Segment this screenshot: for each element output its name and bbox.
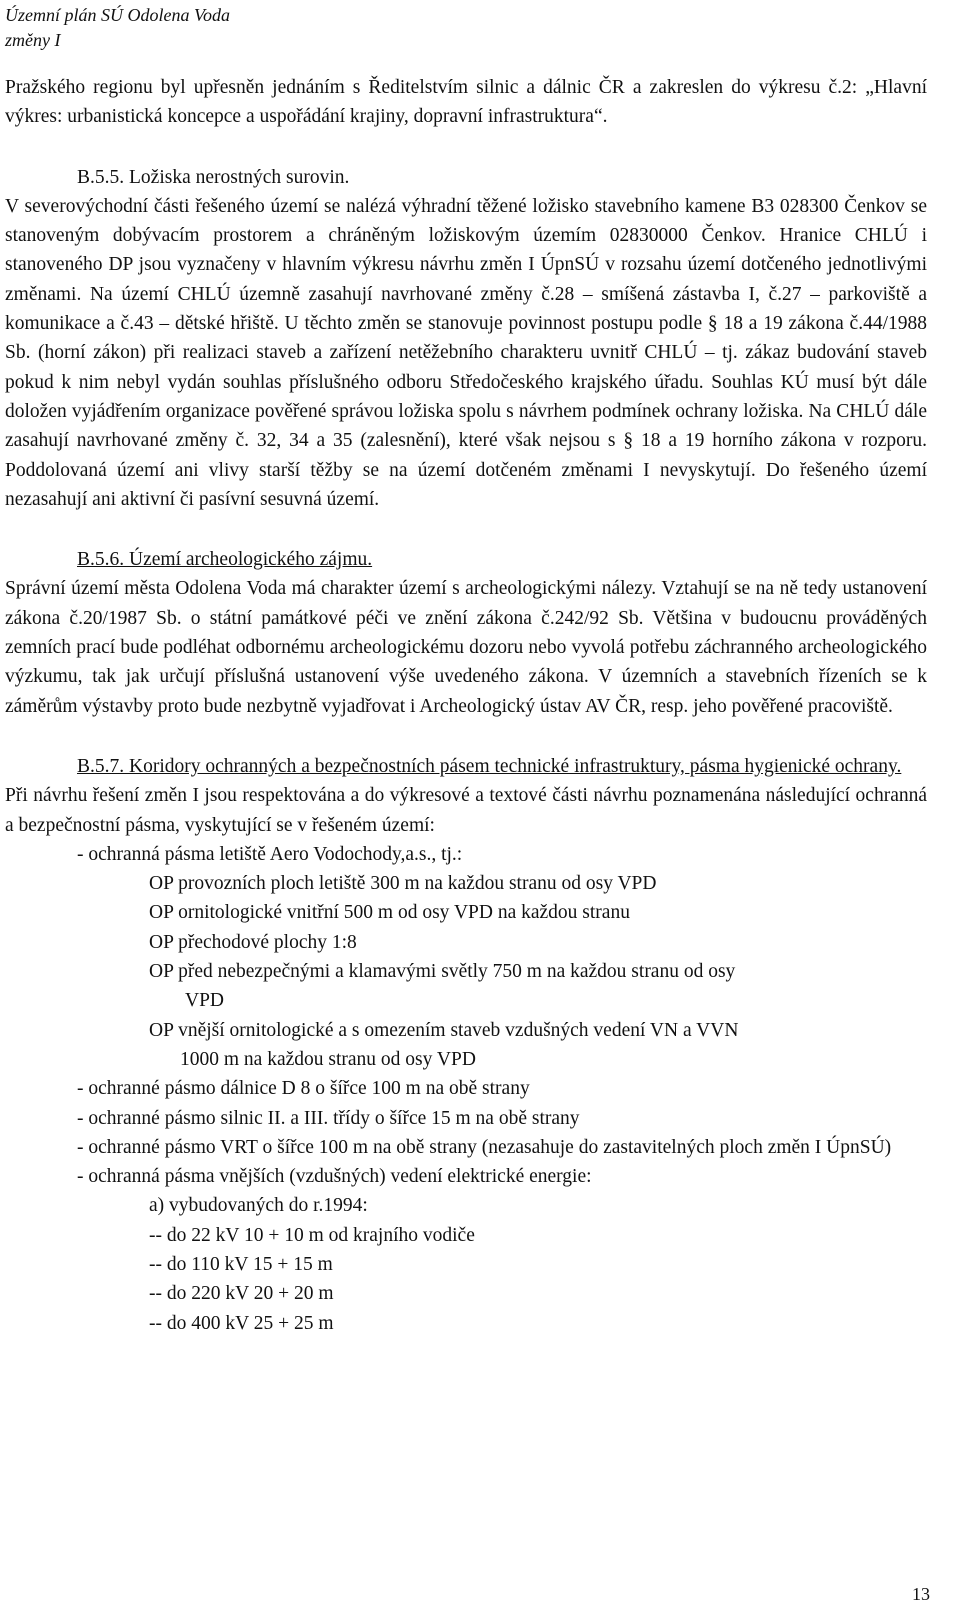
list-item-airport: - ochranná pásma letiště Aero Vodochody,a.s., tj.: [77, 843, 463, 865]
page-number: 13 [912, 1584, 930, 1604]
power-voltage-110kv: -- do 110 kV 15 + 15 m [149, 1253, 333, 1275]
section-intro-b557: Při návrhu řešení změn I jsou respektována a do výkresové a textové části návrhu poznamenána následující ochranná a bezpečnostní pásma, vyskytující se v řešeném území: [5, 785, 927, 836]
list-item-roads: - ochranné pásmo silnic II. a III. třídy o šířce 15 m na obě strany [77, 1107, 580, 1129]
airport-op-1: OP provozních ploch letiště 300 m na každou stranu od osy VPD [149, 873, 657, 895]
section-heading-b557-text: B.5.7. Koridory ochranných a bezpečnostních pásem technické infrastruktury, pásma hygienické ochrany. [77, 755, 902, 777]
airport-op-5-cont: 1000 m na každou stranu od osy VPD [180, 1048, 476, 1070]
header-title: Územní plán SÚ Odolena Voda [5, 5, 230, 25]
power-voltage-400kv: -- do 400 kV 25 + 25 m [149, 1312, 334, 1334]
intro-paragraph: Pražského regionu byl upřesněn jednáním s Ředitelstvím silnic a dálnic ČR a zakreslen do výkresu č.2: „Hlavní výkres: urbanistická koncepce a uspořádání krajiny, dopravní infrastruktura“. [5, 77, 927, 128]
airport-op-4-cont: VPD [185, 990, 225, 1012]
airport-op-3: OP přechodové plochy 1:8 [149, 931, 357, 953]
section-body-b555: V severovýchodní části řešeného území se nalézá výhradní těžené ložisko stavebního kamene B3 028300 Čenkov se stanoveným dobývacím prostorem a chráněným ložiskovým územím 02830000 Čenkov. Hranice CHLÚ i stanoveného DP jsou vyznačeny v hlavním výkresu návrhu změn I ÚpnSÚ v rozsahu území dotčeného jednotlivými změnami. Na území CHLÚ územně zasahují navrhované změny č.28 – smíšená zástavba I, č.27 – parkoviště a komunikace a č.43 – dětské hřiště. U těchto změn se stanovuje povinnost postupu podle § 18 a 19 zákona č.44/1988 Sb. (horní zákon) při realizaci staveb a zařízení netěžebního charakteru uvnitř CHLÚ – tj. zákaz budování staveb pokud k nim nebyl vydán souhlas příslušného odboru Středočeského krajského úřadu. Souhlas KÚ musí být dále doložen vyjádřením organizace pověřené správou ložiska spolu s návrhem podmínek ochrany ložiska. Na CHLÚ dále zasahují navrhované změny č. 32, 34 a 35 (zalesnění), které však nejsou s § 18 a 19 horního zákona v rozporu. Poddolovaná území ani vlivy starší těžby se na území dotčeném změnami I nevyskytují. Do řešeného území nezasahují ani aktivní či pasívní sesuvná území. [5, 195, 927, 510]
section-heading-b555: B.5.5. Ložiska nerostných surovin. [77, 166, 350, 188]
document-body [5, 73, 927, 1338]
section-body-b556: Správní území města Odolena Voda má charakter území s archeologickými nálezy. Vztahují se na ně tedy ustanovení zákona č.20/1987 Sb. o státní památkové péči ve znění zákona č.242/92 Sb. Většina v budoucnu prováděných zemních prací bude podléhat odbornému archeologickému dozoru nebo vyvolá potřebu záchranného archeologického výzkumu, tak jak určují příslušná ustanovení výše uvedeného zákona. V územních a stavebních řízeních se k záměrům výstavby proto bude nezbytně vyjadřovat i Archeologický ústav AV ČR, resp. jeho pověřené pracoviště. [5, 578, 927, 717]
header-subtitle: změny I [5, 30, 61, 50]
airport-op-5: OP vnější ornitologické a s omezením staveb vzdušných vedení VN a VVN [149, 1019, 739, 1041]
power-sub-a: a) vybudovaných do r.1994: [149, 1195, 368, 1217]
list-item-highway: - ochranné pásmo dálnice D 8 o šířce 100 m na obě strany [77, 1078, 530, 1100]
list-item-vrt: - ochranné pásmo VRT o šířce 100 m na obě strany (nezasahuje do zastavitelných ploch změn I ÚpnSÚ) [77, 1136, 892, 1158]
power-voltage-220kv: -- do 220 kV 20 + 20 m [149, 1283, 334, 1305]
airport-op-2: OP ornitologické vnitřní 500 m od osy VPD na každou stranu [149, 902, 630, 924]
running-header [5, 3, 230, 53]
section-heading-b557 [5, 752, 927, 781]
power-voltage-22kv: -- do 22 kV 10 + 10 m od krajního vodiče [149, 1224, 475, 1246]
list-item-power: - ochranná pásma vnějších (vzdušných) vedení elektrické energie: [77, 1166, 592, 1188]
airport-op-4: OP před nebezpečnými a klamavými světly 750 m na každou stranu od osy [149, 961, 736, 983]
section-heading-b556-text: B.5.6. Území archeologického zájmu. [77, 549, 373, 571]
section-heading-b556 [5, 545, 927, 574]
